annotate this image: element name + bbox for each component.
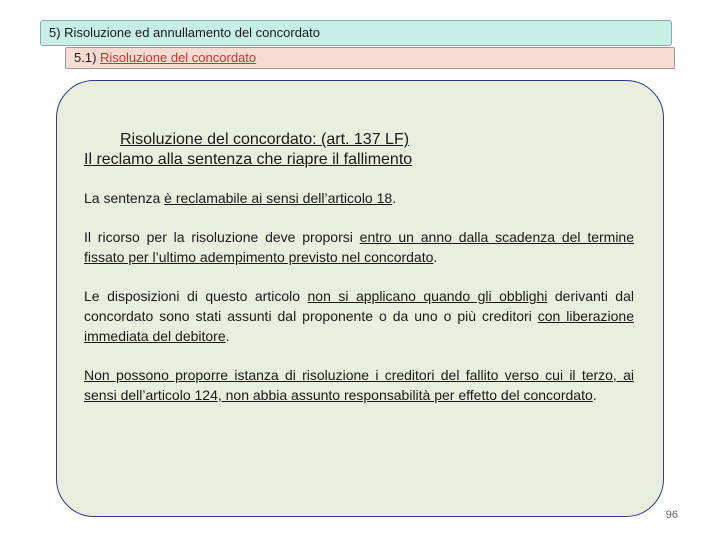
content-subheading: Il reclamo alla sentenza che riapre il fallimento [84,151,413,168]
content-body [84,130,634,424]
paragraph-text: . [592,387,597,403]
paragraph-ricorso [84,227,634,267]
subsection-title-bar [65,47,675,69]
paragraph-emphasis: con liberazione immediata del debitore [84,308,634,344]
paragraph-text: . [225,328,230,344]
section-title-bar [40,20,672,46]
subsection-link[interactable]: Risoluzione del concordato [100,50,257,65]
section-title: 5) Risoluzione ed annullamento del concordato [49,25,321,40]
paragraph-text: . [392,190,397,206]
paragraph-text: derivanti dal concordato sono stati assunti dal proponente o da uno o più creditori [84,288,634,324]
content-heading: Risoluzione del concordato: (art. 137 LF) [120,131,410,148]
paragraph-disposizioni [84,286,634,346]
paragraph-emphasis: Non possono proporre istanza di risoluzione i creditori del fallito verso cui il terzo, ai sensi dell’articolo 124, non abbia assunto responsabilità per effetto del concordato [84,367,634,403]
paragraph-emphasis: è reclamabile ai sensi dell’articolo 18 [164,190,393,206]
slide-number: 96 [665,509,678,521]
paragraph-text: La sentenza [84,190,165,206]
paragraph-text: Le disposizioni di questo articolo [84,288,308,304]
paragraph-creditori [84,365,634,405]
paragraph-text: . [433,249,438,265]
subsection-number: 5.1) [74,50,97,65]
paragraph-text: Il ricorso per la risoluzione deve proporsi [84,229,360,245]
paragraph-reclamo [84,188,634,208]
paragraph-emphasis: entro un anno dalla scadenza del termine fissato per l’ultimo adempimento previsto nel concordato [84,229,634,265]
paragraph-emphasis: non si applicano quando gli obblighi [307,288,548,304]
